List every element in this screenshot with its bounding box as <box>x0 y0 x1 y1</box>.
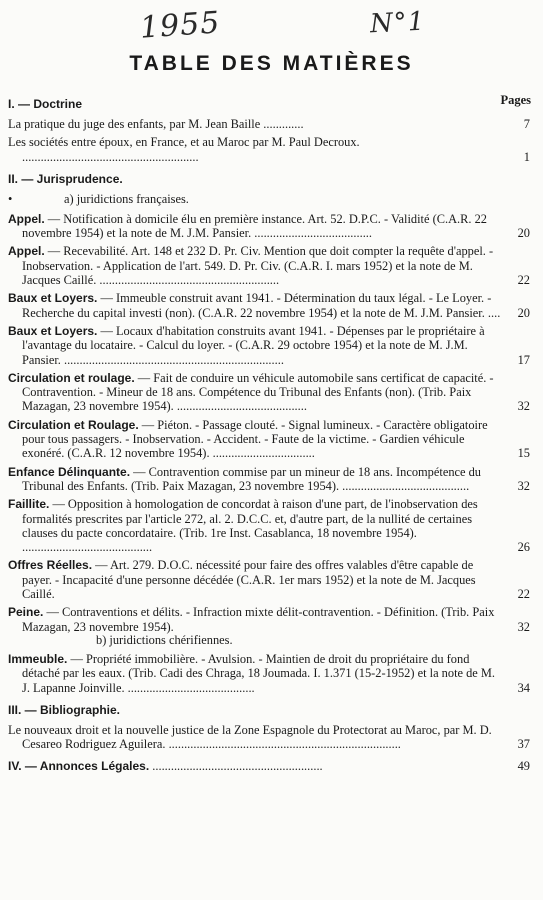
entry-page-number: 26 <box>517 540 530 555</box>
toc-entry <box>8 117 530 131</box>
entry-page-number: 49 <box>517 759 530 774</box>
toc-entry <box>8 497 530 555</box>
entry-lead: Appel. <box>8 211 45 226</box>
entry-page-number: 20 <box>517 305 530 320</box>
toc-entry <box>8 651 530 695</box>
entry-lead: Peine. <box>8 605 44 620</box>
entry-page-number: 22 <box>517 587 530 602</box>
section-heading-doctrine: I. — Doctrine <box>8 97 83 111</box>
entry-text: — Art. 279. D.O.C. nécessité pour faire des offres valables d'être capable de payer. - Incapacité d'une personne décédée (C.A.R. 1er mars 1952) et la note de M. Jacques Caillé. <box>22 558 476 602</box>
entry-lead: Circulation et roulage. <box>8 370 135 385</box>
entry-lead: Baux et Loyers. <box>8 291 98 306</box>
entry-page-number: 17 <box>517 352 530 367</box>
toc-entry <box>8 722 530 752</box>
section-heading-annonces: IV. — Annonces Légales. <box>8 759 150 774</box>
entry-page-number: 20 <box>517 226 530 241</box>
entry-text: — Contraventions et délits. - Infraction mixte délit-contravention. - Définition. (Trib. Paix Mazagan, 23 novembre 1954). <box>22 605 495 634</box>
page-title: TABLE DES MATIÈRES <box>129 52 414 75</box>
toc-entry <box>8 323 530 367</box>
handwritten-year: 1955 <box>138 5 222 46</box>
toc-entry <box>8 417 530 461</box>
entry-text: — Contravention commise par un mineur de 18 ans. Incompétence du Tribunal des Enfants. (Trib. Paix Mazagan, 23 novembre 1954). ......................................... <box>22 464 482 493</box>
toc-entry <box>8 244 530 288</box>
entry-page-number: 32 <box>517 478 530 493</box>
handwritten-number: N°1 <box>369 6 427 40</box>
entry-lead: Circulation et Roulage. <box>8 417 139 432</box>
entry-lead: Appel. <box>8 244 45 259</box>
toc-entry <box>8 135 530 164</box>
section-heading-jurisprudence: II. — Jurisprudence. <box>8 171 123 186</box>
subsection-sherifian-jurisdictions: b) juridictions chérifiennes. <box>96 632 233 647</box>
entry-lead: Immeuble. <box>8 651 68 666</box>
entry-text: — Recevabilité. Art. 148 et 232 D. Pr. Civ. Mention que doit compter la requête d'appel. - Inobservation. - Application de l'art. 549. D. Pr. Civ. (C.A.R. I. mars 1952) et la note de M. Jacques Caillé. .......................................................... <box>22 244 494 288</box>
entry-page-number: 37 <box>517 737 530 752</box>
entry-text: — Fait de conduire un véhicule automobile sans certificat de capacité. - Contravention. - Mineur de 18 ans. Compétence du Tribunal des Enfants (non). (Trib. Paix Mazagan, 23 novembre 1954). .......................................... <box>22 370 494 414</box>
toc-entry <box>8 211 530 241</box>
entry-page-number: 32 <box>517 619 530 634</box>
entry-page-number: 34 <box>517 680 530 695</box>
toc-entry-annonces <box>8 759 530 774</box>
toc-entry <box>8 605 530 634</box>
entry-text: La pratique du juge des enfants, par M. Jean Baille ............. <box>8 117 304 131</box>
entry-lead: Faillite. <box>8 497 50 512</box>
entry-page-number: 7 <box>523 117 530 131</box>
entry-text: — Piéton. - Passage clouté. - Signal lumineux. - Caractère obligatoire pour tous passagers. - Inobservation. - Accident. - Faute de la victime. - Gardien véhicule exonéré. (C.A.R. 12 novembre 1954). ................................. <box>22 417 488 461</box>
toc-entry <box>8 464 530 494</box>
entry-page-number: 32 <box>517 399 530 414</box>
entry-lead: Offres Réelles. <box>8 558 93 573</box>
pages-header: Pages <box>500 93 531 107</box>
entry-lead: Enfance Délinquante. <box>8 464 131 479</box>
entry-page-number: 1 <box>523 149 530 164</box>
entry-text: — Propriété immobilière. - Avulsion. - Maintien de droit du propriétaire du fond détaché par les eaux. (Trib. Cadi des Chraga, 18 Joumada. I. 1.371 (15-2-1952) et la note de M. J. Lapanne Joinville. ......................................... <box>22 651 496 695</box>
subsection-label: a) juridictions françaises. <box>64 191 189 206</box>
bullet-mark: • <box>8 191 13 206</box>
entry-lead: Baux et Loyers. <box>8 323 98 338</box>
toc-entry <box>8 291 530 320</box>
entry-dots: ....................................................... <box>149 759 323 774</box>
toc-entry <box>8 558 530 602</box>
entry-text: Le nouveaux droit et la nouvelle justice de la Zone Espagnole du Protectorat au Maroc, par M. D. Cesareo Rodriguez Aguilera. ........................................................................... <box>8 722 492 752</box>
entry-text: — Immeuble construit avant 1941. - Détermination du taux légal. - Le Loyer. - Recherche du capital investi (non). (C.A.R. 22 novembre 1954) et la note de M. J.M. Pansier. .... <box>22 291 501 320</box>
subsection-french-jurisdictions <box>8 192 504 207</box>
entry-page-number: 15 <box>517 446 530 461</box>
entry-text: Les sociétés entre époux, en France, et au Maroc par M. Paul Decroux. ......................................................... <box>8 135 360 164</box>
entry-text: — Notification à domicile élu en première instance. Art. 52. D.P.C. - Validité (C.A.R. 22 novembre 1954) et la note de M. J.M. Pansier. ...................................... <box>22 211 487 241</box>
toc-entry <box>8 370 530 414</box>
entry-text: — Opposition à homologation de concordat à raison d'une part, de l'inobservation des formalités prescrites par l'article 272, al. 2. D.C.C. et, d'autre part, de la nullité de certaines clauses du pacte concordataire. (Trib. 1re Inst. Casablanca, 18 novembre 1954). .......................................... <box>22 497 478 555</box>
entry-page-number: 22 <box>517 273 530 288</box>
entry-text: — Locaux d'habitation construits avant 1941. - Dépenses par le propriétaire à l'avantage du locataire. - Calcul du loyer. - (C.A.R. 29 octobre 1954) et la note de M. J.M. Pansier. ....................................................................... <box>22 323 485 367</box>
section-heading-bibliographie: III. — Bibliographie. <box>8 702 121 717</box>
